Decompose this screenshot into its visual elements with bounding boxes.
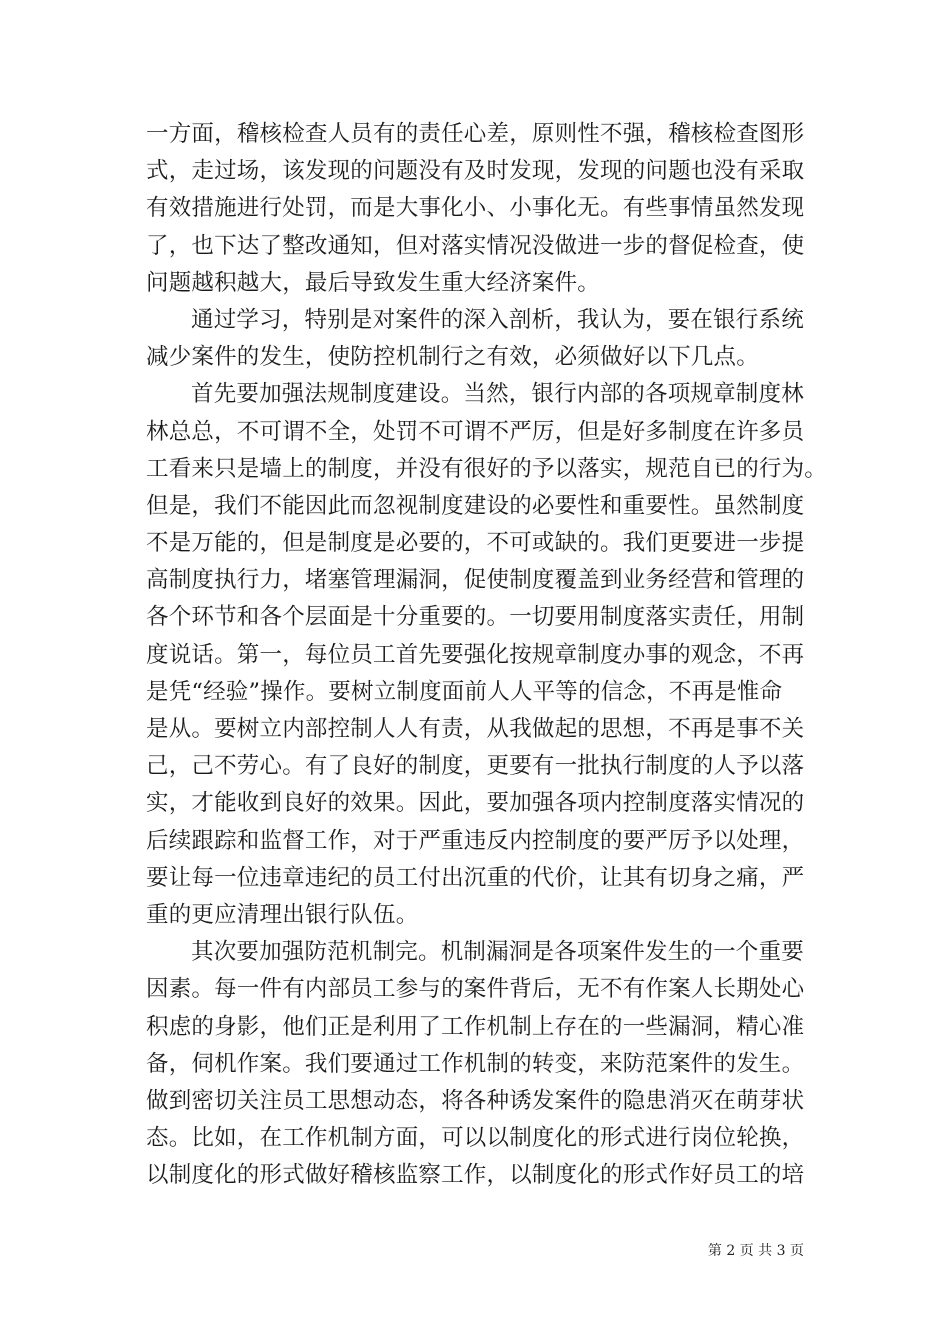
text-line: 以制度化的形式做好稽核监察工作，以制度化的形式作好员工的培 bbox=[146, 1162, 805, 1189]
paragraph-first-line: 通过学习，特别是对案件的深入剖析，我认为，要在银行系统 bbox=[191, 306, 804, 333]
text-line: 实，才能收到良好的效果。因此，要加强各项内控制度落实情况的 bbox=[146, 790, 805, 817]
text-line: 是凭“经验”操作。要树立制度面前人人平等的信念，不再是惟命 bbox=[146, 678, 783, 705]
text-line: 式，走过场，该发现的问题没有及时发现，发现的问题也没有采取 bbox=[146, 158, 805, 185]
text-line: 但是，我们不能因此而忽视制度建设的必要性和重要性。虽然制度 bbox=[146, 492, 805, 519]
text-line: 各个环节和各个层面是十分重要的。一切要用制度落实责任，用制 bbox=[146, 604, 805, 631]
text-line: 了，也下达了整改通知，但对落实情况没做进一步的督促检查，使 bbox=[146, 232, 805, 259]
text-line: 林总总，不可谓不全，处罚不可谓不严厉，但是好多制度在许多员 bbox=[146, 418, 805, 445]
text-line: 不是万能的，但是制度是必要的，不可或缺的。我们更要进一步提 bbox=[146, 530, 805, 557]
text-line: 高制度执行力，堵塞管理漏洞，促使制度覆盖到业务经营和管理的 bbox=[146, 567, 805, 594]
text-line: 备，伺机作案。我们要通过工作机制的转变，来防范案件的发生。 bbox=[146, 1050, 805, 1077]
text-line: 度说话。第一，每位员工首先要强化按规章制度办事的观念，不再 bbox=[146, 641, 805, 668]
page-number-footer: 第 2 页 共 3 页 bbox=[707, 1243, 804, 1259]
text-line: 积虑的身影，他们正是利用了工作机制上存在的一些漏洞，精心准 bbox=[146, 1013, 805, 1040]
text-line: 问题越积越大，最后导致发生重大经济案件。 bbox=[146, 269, 601, 296]
text-line: 减少案件的发生，使防控机制行之有效，必须做好以下几点。 bbox=[146, 344, 759, 371]
text-line: 做到密切关注员工思想动态，将各种诱发案件的隐患消灭在萌芽状 bbox=[146, 1087, 805, 1114]
text-line: 是从。要树立内部控制人人有责，从我做起的思想，不再是事不关 bbox=[146, 716, 805, 742]
text-line: 要让每一位违章违纪的员工付出沉重的代价，让其有切身之痛，严 bbox=[146, 864, 805, 891]
text-line: 重的更应清理出银行队伍。 bbox=[146, 901, 419, 928]
text-line: 因素。每一件有内部员工参与的案件背后，无不有作案人长期处心 bbox=[146, 976, 805, 1003]
document-body bbox=[146, 116, 828, 1194]
text-line: 有效措施进行处罚，而是大事化小、小事化无。有些事情虽然发现 bbox=[146, 195, 805, 222]
text-line: 后续跟踪和监督工作，对于严重违反内控制度的要严厉予以处理， bbox=[146, 827, 805, 854]
text-line: 一方面，稽核检查人员有的责任心差，原则性不强，稽核检查图形 bbox=[146, 121, 805, 147]
text-line: 己，己不劳心。有了良好的制度，更要有一批执行制度的人予以落 bbox=[146, 753, 805, 780]
paragraph-first-line: 首先要加强法规制度建设。当然，银行内部的各项规章制度林 bbox=[191, 381, 804, 408]
text-line: 工看来只是墙上的制度，并没有很好的予以落实，规范自已的行为。 bbox=[146, 455, 828, 482]
paragraph-first-line: 其次要加强防范机制完。机制漏洞是各项案件发生的一个重要 bbox=[191, 939, 804, 966]
text-line: 态。比如，在工作机制方面，可以以制度化的形式进行岗位轮换， bbox=[146, 1125, 805, 1152]
